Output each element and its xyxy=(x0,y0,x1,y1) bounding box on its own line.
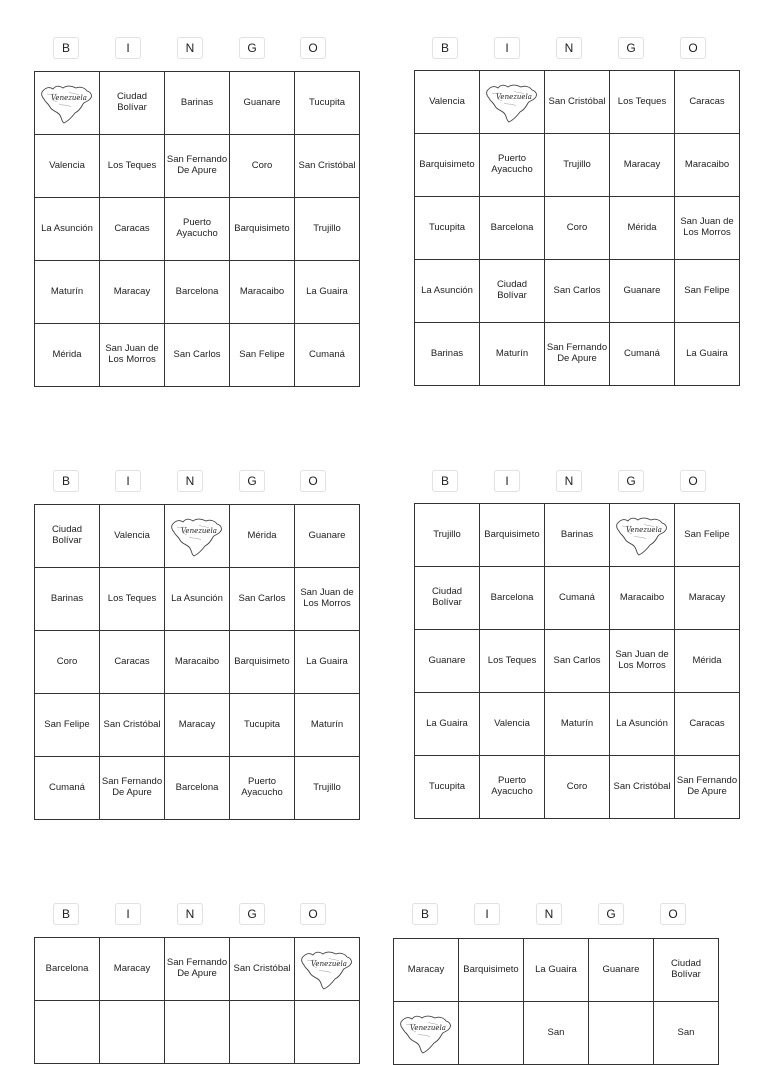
bingo-free-space xyxy=(480,71,545,134)
bingo-cell: Ciudad Bolívar xyxy=(415,567,480,630)
bingo-cell: Puerto Ayacucho xyxy=(165,198,230,261)
bingo-row xyxy=(415,630,740,693)
bingo-cell: Valencia xyxy=(35,135,100,198)
bingo-cell: Maracay xyxy=(100,938,165,1001)
bingo-header-letter: B xyxy=(432,37,458,59)
bingo-cell: Barinas xyxy=(545,504,610,567)
bingo-cell xyxy=(230,1001,295,1064)
bingo-cell: Ciudad Bolívar xyxy=(35,505,100,568)
bingo-cell: La Asunción xyxy=(415,260,480,323)
bingo-row xyxy=(394,1002,719,1065)
bingo-header-letter: G xyxy=(598,903,624,925)
bingo-row xyxy=(35,505,360,568)
bingo-row xyxy=(35,1001,360,1064)
bingo-cell: Cumaná xyxy=(610,323,675,386)
bingo-cell: San Juan de Los Morros xyxy=(295,568,360,631)
bingo-cell: San xyxy=(654,1002,719,1065)
bingo-cell: Cumaná xyxy=(545,567,610,630)
bingo-cell: San Felipe xyxy=(35,694,100,757)
svg-text:Venezuela: Venezuela xyxy=(410,1024,446,1032)
bingo-cell: San Fernando De Apure xyxy=(100,757,165,820)
bingo-cell: Coro xyxy=(545,756,610,819)
bingo-cell: Los Teques xyxy=(480,630,545,693)
bingo-header-letter: G xyxy=(239,470,265,492)
bingo-header-letter: O xyxy=(300,37,326,59)
bingo-cell: Caracas xyxy=(100,631,165,694)
bingo-row xyxy=(415,567,740,630)
bingo-header-letter: O xyxy=(300,470,326,492)
bingo-row xyxy=(35,72,360,135)
bingo-header-letter: I xyxy=(115,37,141,59)
bingo-header-letter: N xyxy=(177,903,203,925)
bingo-cell: San Cristóbal xyxy=(100,694,165,757)
bingo-cell: Caracas xyxy=(100,198,165,261)
bingo-row xyxy=(415,197,740,260)
bingo-cell: Puerto Ayacucho xyxy=(230,757,295,820)
bingo-cell xyxy=(459,1002,524,1065)
bingo-cell: Maracaibo xyxy=(675,134,740,197)
bingo-header-letter: I xyxy=(115,470,141,492)
bingo-cell: La Asunción xyxy=(165,568,230,631)
bingo-cell: Caracas xyxy=(675,71,740,134)
bingo-cell: Barcelona xyxy=(480,567,545,630)
bingo-header-letter: G xyxy=(239,903,265,925)
bingo-header-letter: I xyxy=(494,37,520,59)
bingo-row xyxy=(35,135,360,198)
bingo-free-space xyxy=(165,505,230,568)
bingo-cell xyxy=(35,1001,100,1064)
bingo-row xyxy=(415,134,740,197)
bingo-cell: La Guaira xyxy=(524,939,589,1002)
bingo-cell: Los Teques xyxy=(610,71,675,134)
bingo-cell: Barinas xyxy=(35,568,100,631)
bingo-cell: Tucupita xyxy=(415,756,480,819)
bingo-cell xyxy=(589,1002,654,1065)
bingo-cell: Maracaibo xyxy=(610,567,675,630)
bingo-cell: Trujillo xyxy=(295,757,360,820)
bingo-cell: La Guaira xyxy=(675,323,740,386)
bingo-cell: San Felipe xyxy=(675,260,740,323)
bingo-cell: San Fernando De Apure xyxy=(545,323,610,386)
bingo-cell: San Cristóbal xyxy=(610,756,675,819)
bingo-row xyxy=(35,324,360,387)
bingo-row xyxy=(35,261,360,324)
bingo-cell: San Juan de Los Morros xyxy=(675,197,740,260)
bingo-cell: Barquisimeto xyxy=(230,198,295,261)
bingo-header-letter: I xyxy=(494,470,520,492)
bingo-cell: San Carlos xyxy=(230,568,295,631)
bingo-cell: Trujillo xyxy=(295,198,360,261)
bingo-cell xyxy=(295,1001,360,1064)
bingo-cell: Barcelona xyxy=(165,261,230,324)
bingo-grid xyxy=(414,503,740,819)
bingo-cell: Barquisimeto xyxy=(415,134,480,197)
bingo-cell: Maracaibo xyxy=(230,261,295,324)
bingo-row xyxy=(415,260,740,323)
bingo-free-space xyxy=(35,72,100,135)
bingo-cell: Maracay xyxy=(165,694,230,757)
bingo-cell: Guanare xyxy=(415,630,480,693)
bingo-header-letter: N xyxy=(177,37,203,59)
bingo-cell: Barcelona xyxy=(480,197,545,260)
bingo-free-space xyxy=(610,504,675,567)
bingo-row xyxy=(35,694,360,757)
bingo-cell: San Fernando De Apure xyxy=(165,135,230,198)
bingo-header-letter: B xyxy=(53,903,79,925)
bingo-cell: San Felipe xyxy=(230,324,295,387)
bingo-header-letter: N xyxy=(177,470,203,492)
bingo-cell xyxy=(100,1001,165,1064)
bingo-header-letter: N xyxy=(556,470,582,492)
bingo-cell: San Felipe xyxy=(675,504,740,567)
bingo-cell: San Fernando De Apure xyxy=(165,938,230,1001)
bingo-cell: Guanare xyxy=(230,72,295,135)
bingo-header-letter: N xyxy=(556,37,582,59)
bingo-cell: San Carlos xyxy=(165,324,230,387)
bingo-header-letter: B xyxy=(412,903,438,925)
bingo-grid xyxy=(34,504,360,820)
bingo-cell: Barinas xyxy=(165,72,230,135)
bingo-grid xyxy=(34,71,360,387)
bingo-cell: Valencia xyxy=(100,505,165,568)
bingo-cell: Trujillo xyxy=(415,504,480,567)
bingo-cell: Maturín xyxy=(545,693,610,756)
bingo-cell: San Cristóbal xyxy=(545,71,610,134)
bingo-cell: Ciudad Bolívar xyxy=(480,260,545,323)
bingo-cell: Barquisimeto xyxy=(480,504,545,567)
venezuela-map-icon xyxy=(614,512,670,558)
svg-text:Venezuela: Venezuela xyxy=(51,94,87,102)
bingo-cell: San Fernando De Apure xyxy=(675,756,740,819)
bingo-cell: Puerto Ayacucho xyxy=(480,134,545,197)
venezuela-map-icon xyxy=(39,80,95,126)
bingo-header-letter: N xyxy=(536,903,562,925)
bingo-free-space xyxy=(394,1002,459,1065)
bingo-cell: Maracay xyxy=(610,134,675,197)
bingo-cell: Ciudad Bolívar xyxy=(654,939,719,1002)
bingo-row xyxy=(35,568,360,631)
bingo-cell: Maturín xyxy=(480,323,545,386)
bingo-grid xyxy=(414,70,740,386)
bingo-cell: Mérida xyxy=(610,197,675,260)
bingo-cell: Cumaná xyxy=(295,324,360,387)
bingo-cell: Maracaibo xyxy=(165,631,230,694)
bingo-cell: Puerto Ayacucho xyxy=(480,756,545,819)
bingo-cell: La Asunción xyxy=(35,198,100,261)
bingo-cell: San Carlos xyxy=(545,630,610,693)
bingo-grid xyxy=(34,937,360,1064)
bingo-cell: La Guaira xyxy=(295,261,360,324)
bingo-cell: Barcelona xyxy=(165,757,230,820)
bingo-cell: Trujillo xyxy=(545,134,610,197)
bingo-cell: Caracas xyxy=(675,693,740,756)
bingo-cell: Mérida xyxy=(35,324,100,387)
bingo-cell: Tucupita xyxy=(295,72,360,135)
bingo-cell: Maturín xyxy=(35,261,100,324)
bingo-cell: Guanare xyxy=(589,939,654,1002)
bingo-cell: Guanare xyxy=(295,505,360,568)
bingo-cell: Coro xyxy=(35,631,100,694)
bingo-header-letter: I xyxy=(474,903,500,925)
bingo-header-letter: G xyxy=(239,37,265,59)
bingo-cell: Valencia xyxy=(480,693,545,756)
bingo-cell: Maracay xyxy=(675,567,740,630)
bingo-cell: Coro xyxy=(230,135,295,198)
bingo-cell: San Carlos xyxy=(545,260,610,323)
bingo-row xyxy=(415,71,740,134)
bingo-cell: San Cristóbal xyxy=(230,938,295,1001)
bingo-cell: Cumaná xyxy=(35,757,100,820)
bingo-cell: Maracay xyxy=(100,261,165,324)
bingo-row xyxy=(35,757,360,820)
bingo-header-letter: O xyxy=(680,470,706,492)
bingo-row xyxy=(415,323,740,386)
bingo-row xyxy=(35,198,360,261)
venezuela-map-icon xyxy=(484,79,540,125)
bingo-cell: Coro xyxy=(545,197,610,260)
bingo-cell: Barinas xyxy=(415,323,480,386)
bingo-cell: San Juan de Los Morros xyxy=(100,324,165,387)
bingo-header-letter: O xyxy=(300,903,326,925)
bingo-row xyxy=(35,631,360,694)
bingo-cell: Tucupita xyxy=(415,197,480,260)
bingo-header-letter: I xyxy=(115,903,141,925)
bingo-row xyxy=(415,504,740,567)
bingo-row xyxy=(415,693,740,756)
bingo-header-letter: B xyxy=(432,470,458,492)
venezuela-map-icon xyxy=(169,513,225,559)
bingo-cell: Barquisimeto xyxy=(230,631,295,694)
bingo-cell: Barcelona xyxy=(35,938,100,1001)
bingo-grid xyxy=(393,938,719,1065)
bingo-cell: Los Teques xyxy=(100,568,165,631)
bingo-header-letter: G xyxy=(618,37,644,59)
bingo-cell: Mérida xyxy=(675,630,740,693)
bingo-cell xyxy=(165,1001,230,1064)
svg-text:Venezuela: Venezuela xyxy=(496,93,532,101)
bingo-cell: Barquisimeto xyxy=(459,939,524,1002)
bingo-cell: Ciudad Bolívar xyxy=(100,72,165,135)
bingo-row xyxy=(415,756,740,819)
bingo-cell: San xyxy=(524,1002,589,1065)
bingo-cell: La Guaira xyxy=(295,631,360,694)
bingo-header-letter: O xyxy=(660,903,686,925)
bingo-header-letter: B xyxy=(53,37,79,59)
bingo-cell: La Asunción xyxy=(610,693,675,756)
bingo-header-letter: B xyxy=(53,470,79,492)
bingo-cell: Valencia xyxy=(415,71,480,134)
bingo-header-letter: O xyxy=(680,37,706,59)
svg-text:Venezuela: Venezuela xyxy=(181,527,217,535)
svg-text:Venezuela: Venezuela xyxy=(311,960,347,968)
svg-text:Venezuela: Venezuela xyxy=(626,526,662,534)
bingo-free-space xyxy=(295,938,360,1001)
bingo-cell: Tucupita xyxy=(230,694,295,757)
bingo-cell: Mérida xyxy=(230,505,295,568)
bingo-cell: Maracay xyxy=(394,939,459,1002)
bingo-cell: Los Teques xyxy=(100,135,165,198)
venezuela-map-icon xyxy=(398,1010,454,1056)
bingo-cell: Maturín xyxy=(295,694,360,757)
venezuela-map-icon xyxy=(299,946,355,992)
bingo-row xyxy=(394,939,719,1002)
bingo-row xyxy=(35,938,360,1001)
bingo-cell: San Juan de Los Morros xyxy=(610,630,675,693)
bingo-cell: San Cristóbal xyxy=(295,135,360,198)
bingo-cell: La Guaira xyxy=(415,693,480,756)
bingo-header-letter: G xyxy=(618,470,644,492)
bingo-cell: Guanare xyxy=(610,260,675,323)
